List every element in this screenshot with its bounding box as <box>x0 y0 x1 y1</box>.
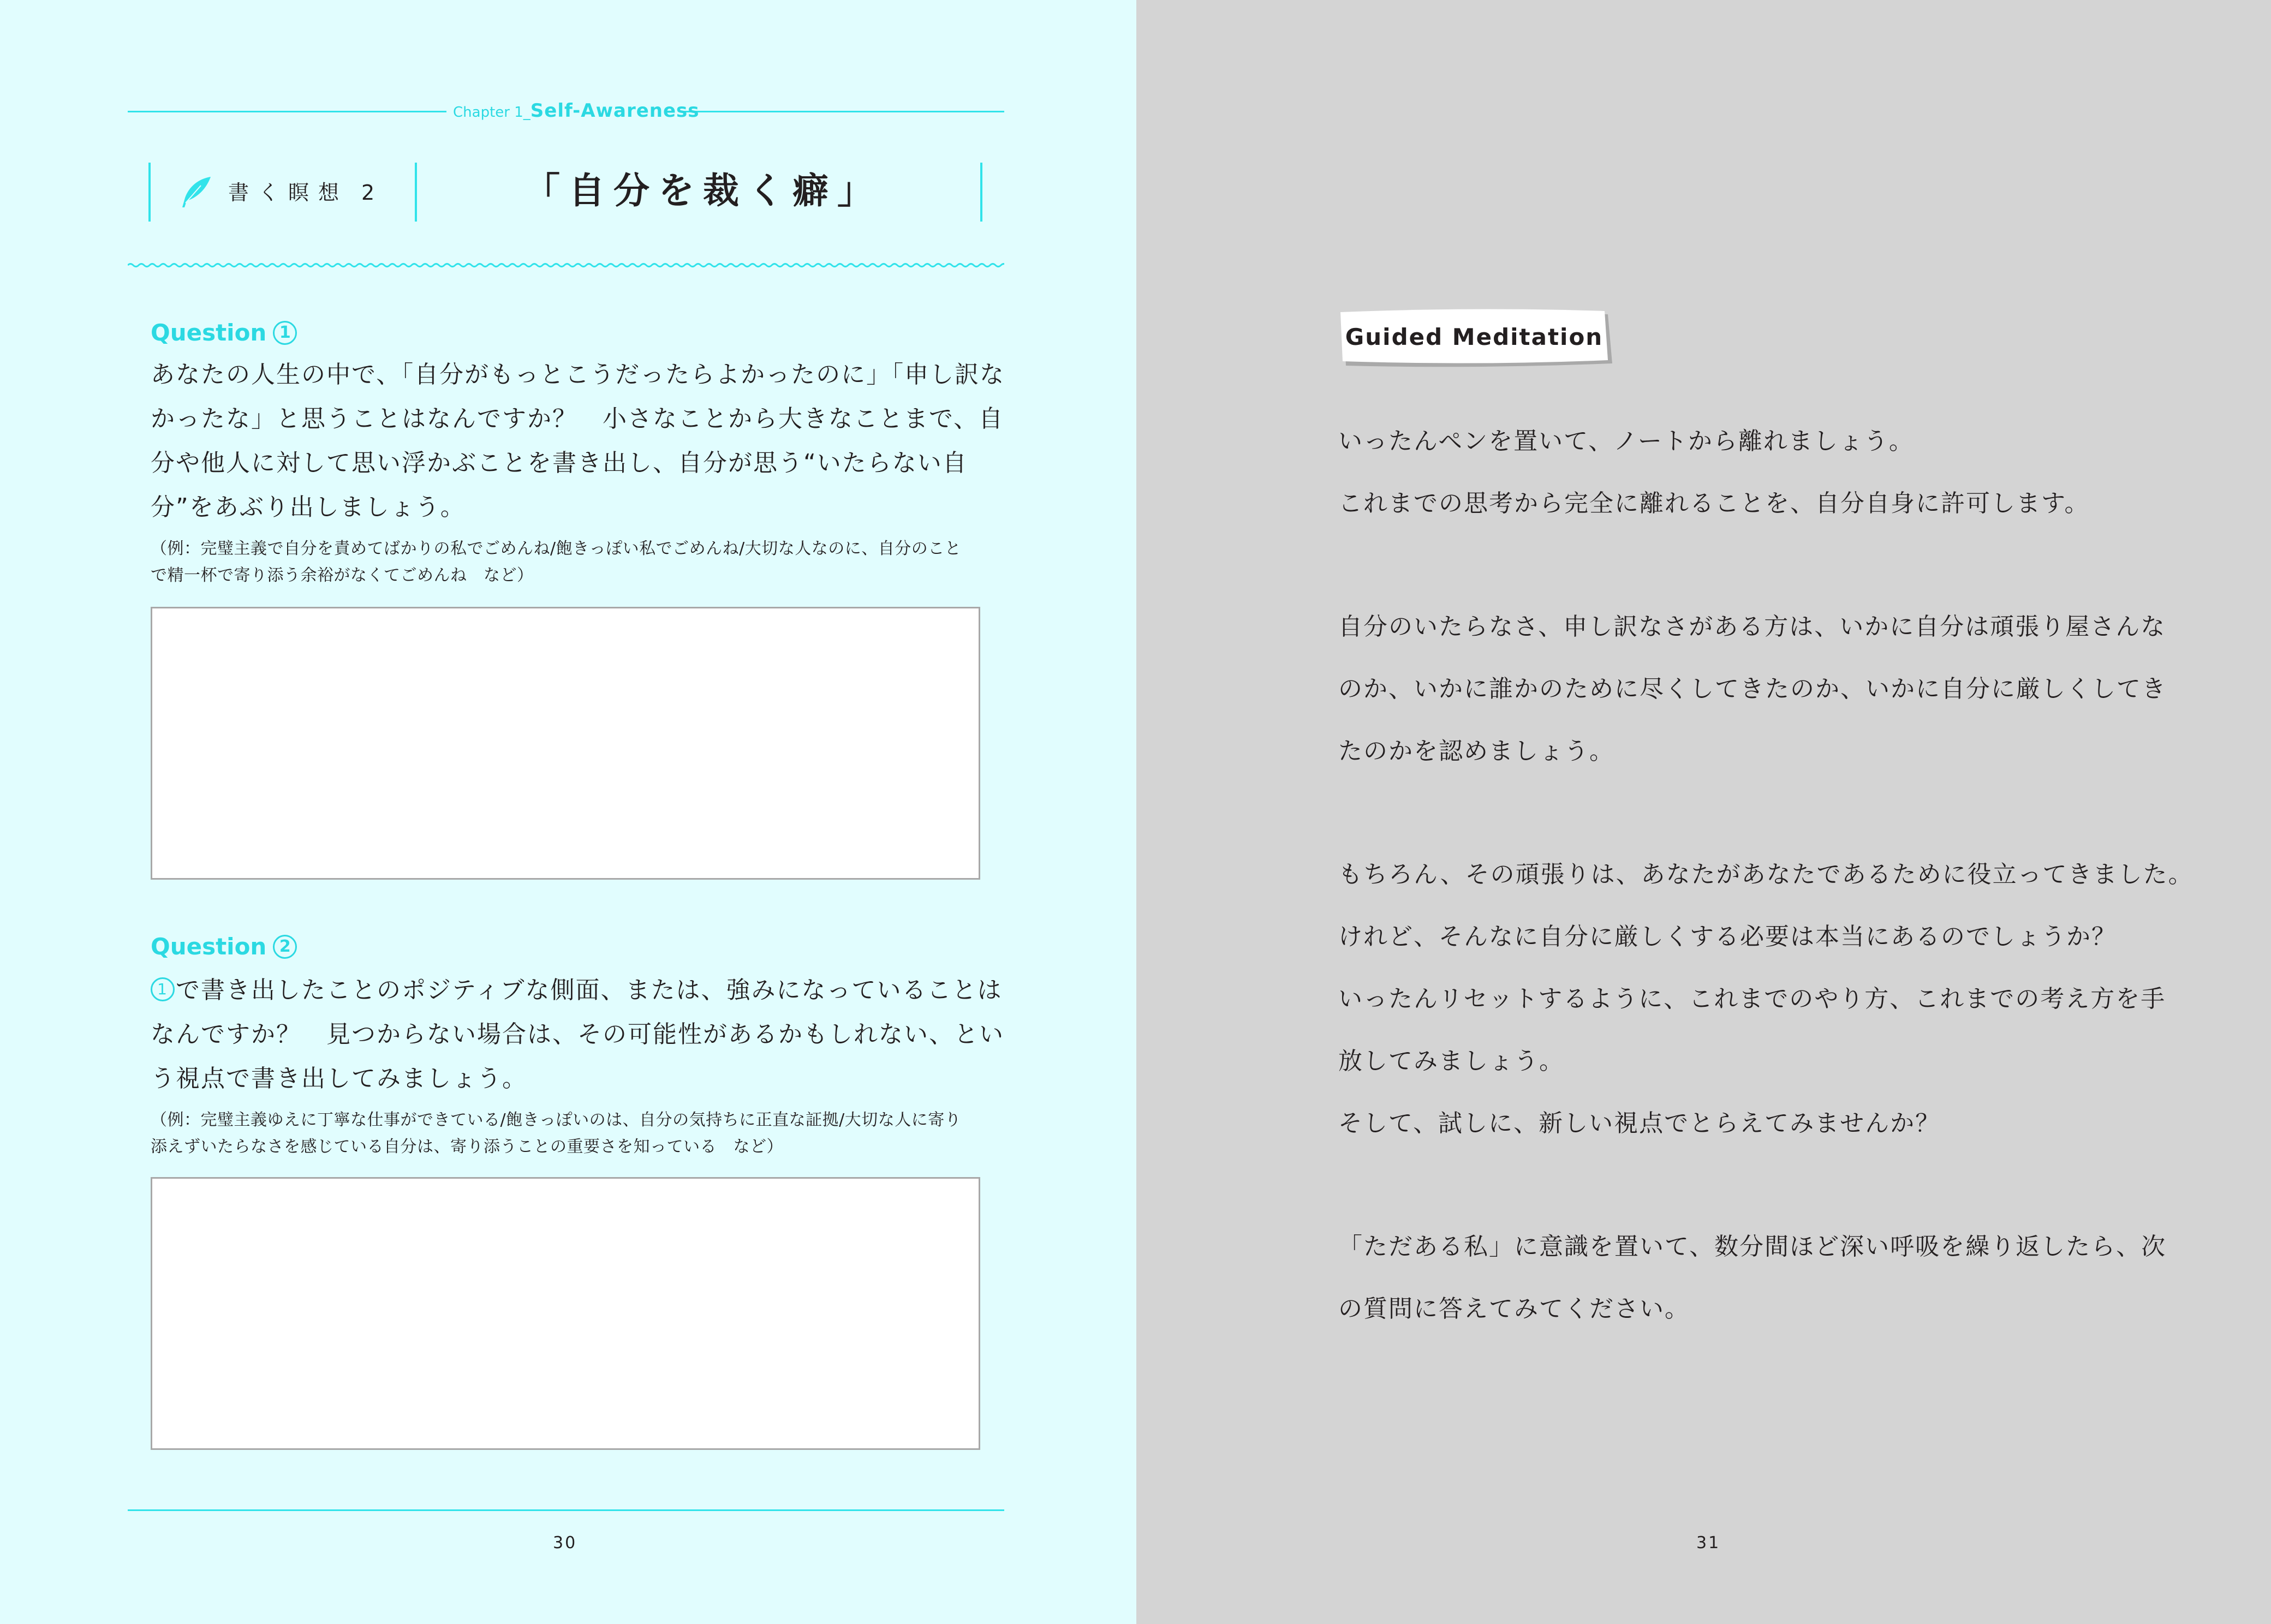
page-number-left: 30 <box>553 1533 577 1553</box>
feather-pen-icon <box>179 176 213 210</box>
guided-meditation-badge: Guided Meditation <box>1345 324 1604 350</box>
question-2-example-1: （例：完璧主義ゆえに丁寧な仕事ができている/飽きっぽいのは、自分の気持ちに正直な証拠/大切な人に寄り <box>151 1110 962 1130</box>
question-1-line-3: 分や他人に対して思い浮かぶことを書き出し、自分が思う“いたらない自 <box>151 449 968 477</box>
chapter-rule-right <box>684 111 1004 112</box>
chapter-name: Self-Awareness <box>530 100 700 122</box>
guided-line-5: たのかを認めましょう。 <box>1338 737 1614 765</box>
question-1-label: Question <box>151 319 267 346</box>
question-2-example-2: 添えずいたらなさを感じている自分は、寄り添うことの重要さを知っている など） <box>151 1137 783 1156</box>
guided-line-9: 放してみましょう。 <box>1338 1047 1564 1075</box>
question-1-example-1: （例：完璧主義で自分を責めてばかりの私でごめんね/飽きっぽい私でごめんね/大切な人なのに、自分のこと <box>151 539 962 558</box>
question-2-line-1 <box>151 974 1003 1007</box>
guided-line-7: けれど、そんなに自分に厳しくする必要は本当にあるのでしょうか？ <box>1338 923 2117 951</box>
question-1-answer-box[interactable] <box>151 607 980 880</box>
header-bar-right <box>980 163 982 222</box>
question-1-number: 1 <box>273 321 297 345</box>
guided-line-11: 「ただある私」に意識を置いて、数分間ほど深い呼吸を繰り返したら、次 <box>1338 1233 2167 1261</box>
guided-line-10: そして、試しに、新しい視点でとらえてみませんか？ <box>1338 1109 1941 1137</box>
question-2-line-3: う視点で書き出してみましょう。 <box>151 1065 527 1092</box>
question-2-line-2: なんですか？ 見つからない場合は、その可能性があるかもしれない、とい <box>151 1020 1004 1048</box>
guided-line-8: いったんリセットするように、これまでのやり方、これまでの考え方を手 <box>1338 985 2166 1013</box>
page-number-right: 31 <box>1696 1533 1721 1553</box>
question-2-reference-number: 1 <box>151 977 175 1001</box>
wavy-divider <box>128 261 1004 270</box>
meditation-label <box>228 177 374 208</box>
question-1-heading <box>151 317 297 349</box>
guided-line-12: の質問に答えてみてください。 <box>1338 1295 1690 1323</box>
question-2-answer-box[interactable] <box>151 1177 980 1450</box>
guided-line-6: もちろん、その頑張りは、あなたがあなたであるために役立ってきました。 <box>1338 861 2193 888</box>
chapter-prefix: Chapter 1_ <box>453 104 531 121</box>
question-1-line-1: あなたの人生の中で、「自分がもっとこうだったらよかったのに」「申し訳な <box>151 361 1005 389</box>
question-2-line-1-text: で書き出したことのポジティブな側面、または、強みになっていることは <box>176 976 1003 1004</box>
question-1-example-2: で精一杯で寄り添う余裕がなくてごめんね など） <box>151 566 534 585</box>
right-page-background <box>1136 0 2271 1624</box>
question-2-number: 2 <box>273 935 297 959</box>
question-1-line-2: かったな」と思うことはなんですか？ 小さなことから大きなことまで、自 <box>151 405 1004 433</box>
header-bar-mid <box>415 163 417 222</box>
guided-line-3: 自分のいたらなさ、申し訳なさがある方は、いかに自分は頑張り屋さんな <box>1338 613 2166 641</box>
header-bar-left <box>148 163 151 222</box>
question-2-label: Question <box>151 933 267 960</box>
guided-line-1: いったんペンを置いて、ノートから離れましょう。 <box>1338 427 1914 455</box>
chapter-rule-left <box>128 111 446 112</box>
guided-line-4: のか、いかに誰かのために尽くしてきたのか、いかに自分に厳しくしてき <box>1338 675 2167 703</box>
page-title: 「自分を裁く癖」 <box>524 170 882 212</box>
question-2-heading <box>151 930 297 963</box>
guided-line-2: これまでの思考から完全に離れることを、自分自身に許可します。 <box>1338 489 2090 517</box>
meditation-number: 2 <box>361 181 375 205</box>
chapter-label <box>453 97 700 128</box>
question-1-line-4: 分”をあぶり出しましょう。 <box>151 493 466 521</box>
footer-rule <box>128 1509 1004 1511</box>
meditation-label-text: 書く瞑想 <box>228 181 349 205</box>
